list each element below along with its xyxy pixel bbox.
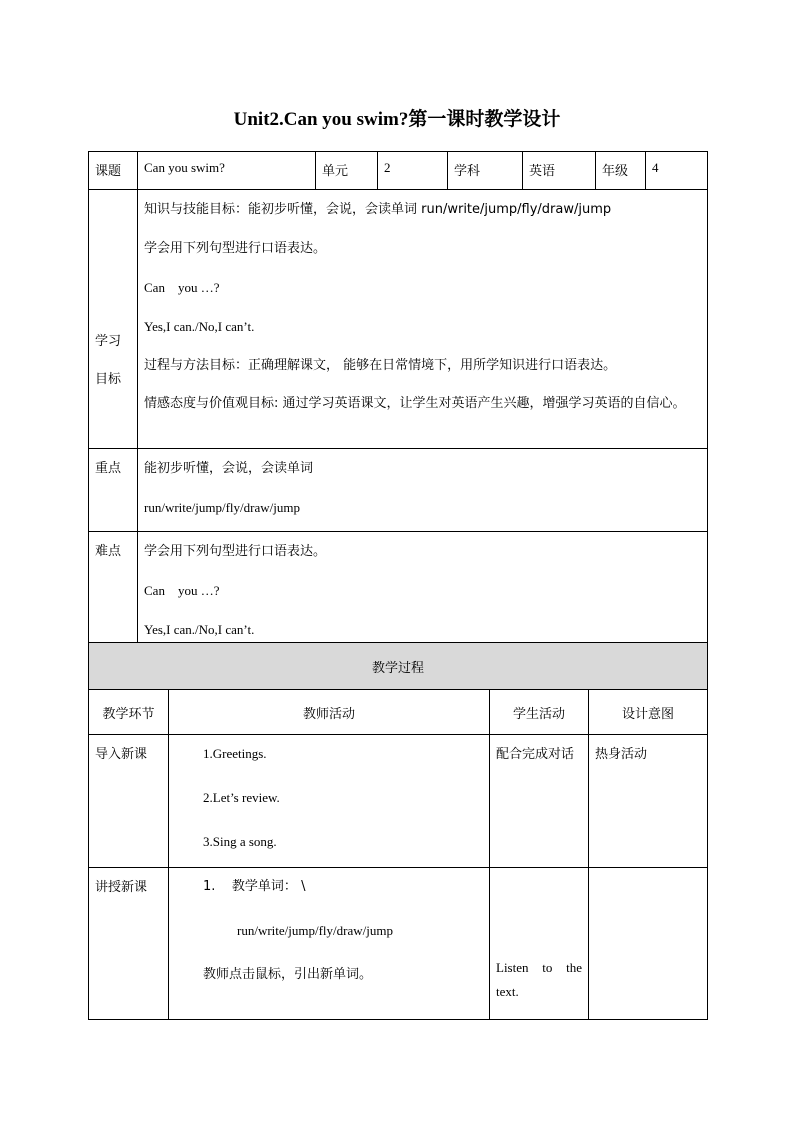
objectives-label-line2: 目标 xyxy=(95,372,122,387)
objectives-label-line1: 学习 xyxy=(95,334,122,349)
objectives-label xyxy=(89,190,138,449)
unit-label: 单元 xyxy=(316,152,378,190)
student-listen-line1: Listen to the xyxy=(496,960,582,975)
objective-process-method: 过程与方法目标：正确理解课文， 能够在日常情境下，用所学知识进行口语表达。 xyxy=(144,358,617,373)
difficulty-answer: Yes,I can./No,I can’t. xyxy=(144,622,255,637)
teacher-step-song: 3.Sing a song. xyxy=(203,834,277,849)
lesson-info-table xyxy=(88,151,708,654)
page-title: Unit2.Can you swim?第一课时教学设计 xyxy=(233,109,561,130)
col-stage: 教学环节 xyxy=(89,690,169,735)
objective-knowledge: 知识与技能目标：能初步听懂，会说，会读单词 run/write/jump/fly/draw/jump xyxy=(144,202,612,217)
student-activity-new-lesson xyxy=(490,868,589,1020)
teacher-step-review: 2.Let’s review. xyxy=(203,790,280,805)
subject-label: 学科 xyxy=(448,152,523,190)
stage-new-lesson: 讲授新课 xyxy=(89,868,169,1020)
key-point-words: run/write/jump/fly/draw/jump xyxy=(144,500,300,515)
process-header: 教学过程 xyxy=(89,643,708,690)
teacher-vocab-words: run/write/jump/fly/draw/jump xyxy=(237,923,393,938)
difficulty-question: Can you …? xyxy=(144,583,220,598)
subject-value: 英语 xyxy=(523,152,596,190)
teacher-step-vocab: 1. 教学单词： \ xyxy=(203,879,306,894)
key-point-line: 能初步听懂，会说，会读单词 xyxy=(144,461,314,476)
teacher-activity-intro xyxy=(169,735,490,868)
difficulties-label: 难点 xyxy=(89,532,138,654)
student-listen-line2: text. xyxy=(496,984,519,999)
difficulties-content xyxy=(138,532,708,654)
teacher-vocab-note: 教师点击鼠标，引出新单词。 xyxy=(203,967,373,982)
objectives-content xyxy=(138,190,708,449)
student-activity-intro: 配合完成对话 xyxy=(490,735,589,868)
unit-value: 2 xyxy=(378,152,448,190)
grade-value: 4 xyxy=(646,152,708,190)
key-points-content xyxy=(138,449,708,532)
key-points-label: 重点 xyxy=(89,449,138,532)
objective-sentence-intro: 学会用下列句型进行口语表达。 xyxy=(144,241,327,256)
teacher-activity-new-lesson xyxy=(169,868,490,1020)
topic-label: 课题 xyxy=(89,152,138,190)
objective-attitude: 情感态度与价值观目标: 通过学习英语课文，让学生对英语产生兴趣，增强学习英语的自信心。 xyxy=(144,396,686,411)
design-intent-intro: 热身活动 xyxy=(589,735,708,868)
objective-sentence-answer: Yes,I can./No,I can’t. xyxy=(144,319,255,334)
col-teacher-activity: 教师活动 xyxy=(169,690,490,735)
difficulty-line: 学会用下列句型进行口语表达。 xyxy=(144,544,327,559)
objective-sentence-question: Can you …? xyxy=(144,280,220,295)
grade-label: 年级 xyxy=(596,152,646,190)
teaching-process-table xyxy=(88,642,708,1020)
teacher-step-greetings: 1.Greetings. xyxy=(203,746,267,761)
design-intent-new-lesson xyxy=(589,868,708,1020)
topic-value: Can you swim? xyxy=(138,152,316,190)
stage-intro: 导入新课 xyxy=(89,735,169,868)
col-student-activity: 学生活动 xyxy=(490,690,589,735)
col-design-intent: 设计意图 xyxy=(589,690,708,735)
